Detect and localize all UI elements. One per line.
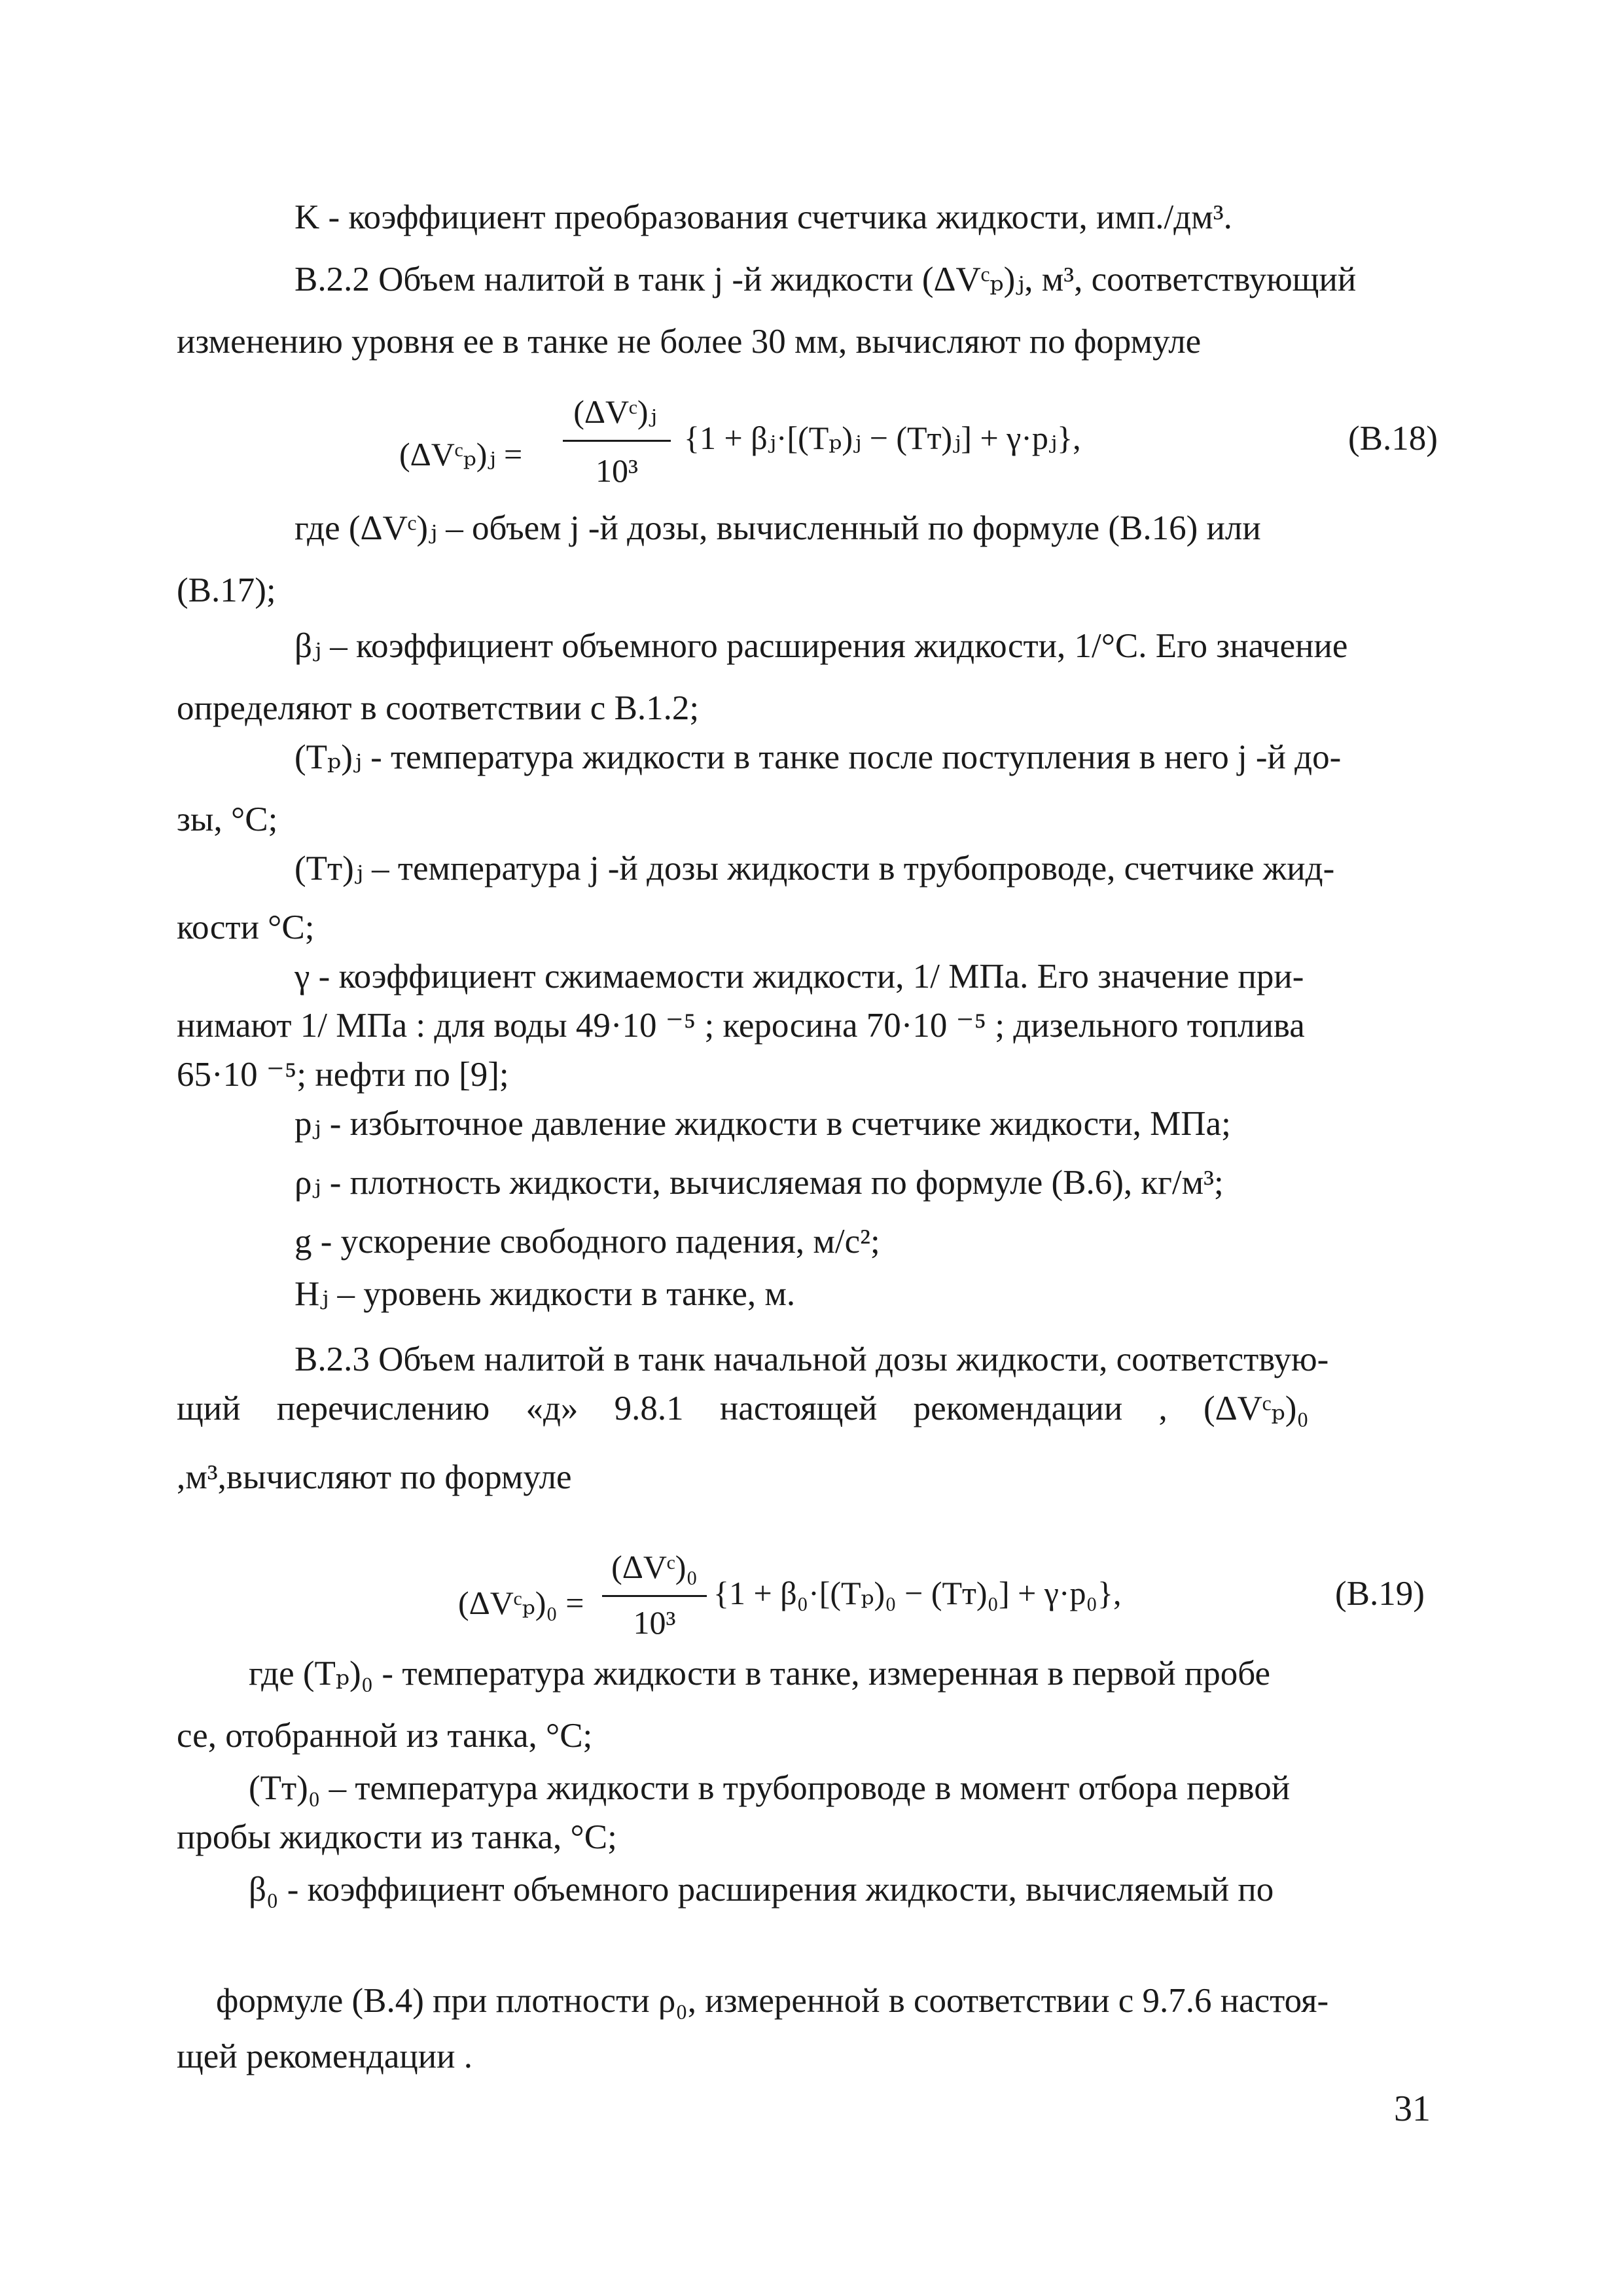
paragraph-b23-start: В.2.3 Объем налитой в танк начальной дозы жидкости, соответствую- xyxy=(294,1340,1329,1378)
formula-denominator: 10³ xyxy=(633,1604,676,1641)
equation-number: (В.19) xyxy=(1335,1575,1425,1613)
equation-number: (В.18) xyxy=(1348,420,1438,457)
formula-lhs: (ΔVᶜₚ)ⱼ = xyxy=(399,436,523,473)
text-line: γ - коэффициент сжимаемости жидкости, 1/ МПа. Его значение при- xyxy=(294,958,1304,996)
page-number: 31 xyxy=(1394,2089,1431,2129)
formula-numerator: (ΔVᶜ)ⱼ xyxy=(573,393,657,430)
text-line: зы, °С; xyxy=(177,800,278,838)
fraction-bar xyxy=(602,1595,707,1597)
text-line: щей рекомендации . xyxy=(177,2037,473,2075)
text-line: где (ΔVᶜ)ⱼ – объем j -й дозы, вычисленный по формуле (В.16) или xyxy=(294,509,1261,547)
text-line: где (Tₚ)₀ - температура жидкости в танке, измеренная в первой пробе xyxy=(249,1655,1270,1693)
text-line: (Tт)₀ – температура жидкости в трубопроводе в момент отбора первой xyxy=(249,1769,1291,1807)
text-line: формуле (В.4) при плотности ρ₀, измеренной в соответствии с 9.7.6 настоя- xyxy=(216,1982,1329,2020)
formula-lhs: (ΔVᶜₚ)₀ = xyxy=(458,1585,584,1621)
text-line: пробы жидкости из танка, °С; xyxy=(177,1818,617,1856)
text-line: ,м³,вычисляют по формуле xyxy=(177,1458,572,1496)
text-line: кости °С; xyxy=(177,908,315,946)
formula-body: {1 + βⱼ·[(Tₚ)ⱼ − (Tт)ⱼ] + γ·pⱼ}, xyxy=(684,420,1081,456)
text-line: (Tт)ⱼ – температура j -й дозы жидкости в трубопроводе, счетчике жид- xyxy=(294,850,1335,888)
text-line: се, отобранной из танка, °С; xyxy=(177,1717,593,1755)
text-line: βⱼ – коэффициент объемного расширения жидкости, 1/°С. Его значение xyxy=(294,627,1348,665)
text-line: (В.17); xyxy=(177,571,276,609)
formula-denominator: 10³ xyxy=(596,452,638,489)
text-line: ρⱼ - плотность жидкости, вычисляемая по формуле (В.6), кг/м³; xyxy=(294,1164,1224,1202)
text-line: g - ускорение свободного падения, м/с²; xyxy=(294,1223,880,1261)
text-line: нимают 1/ МПа : для воды 49·10 ⁻⁵ ; керосина 70·10 ⁻⁵ ; дизельного топлива xyxy=(177,1007,1305,1045)
formula-body: {1 + β₀·[(Tₚ)₀ − (Tт)₀] + γ·p₀}, xyxy=(713,1575,1122,1611)
text-line: pⱼ - избыточное давление жидкости в счетчике жидкости, МПа; xyxy=(294,1105,1231,1143)
formula-numerator: (ΔVᶜ)₀ xyxy=(611,1549,698,1585)
text-line: щий перечислению «д» 9.8.1 настоящей рекомендации , (ΔVᶜₚ)₀ xyxy=(177,1390,1309,1427)
text-line: (Tₚ)ⱼ - температура жидкости в танке после поступления в него j -й до- xyxy=(294,738,1342,776)
text-line: K - коэффициент преобразования счетчика жидкости, имп./дм³. xyxy=(294,198,1232,236)
text-line: определяют в соответствии с В.1.2; xyxy=(177,689,700,727)
text-line: изменению уровня ее в танке не более 30 мм, вычисляют по формуле xyxy=(177,323,1202,361)
text-line: β₀ - коэффициент объемного расширения жидкости, вычисляемый по xyxy=(249,1871,1274,1909)
text-line: Hⱼ – уровень жидкости в танке, м. xyxy=(294,1275,796,1313)
fraction-bar xyxy=(563,440,671,442)
paragraph-b22-start: В.2.2 Объем налитой в танк j -й жидкости (ΔVᶜₚ)ⱼ, м³, соответствующий xyxy=(294,260,1357,298)
text-line: 65·10 ⁻⁵; нефти по [9]; xyxy=(177,1056,509,1094)
